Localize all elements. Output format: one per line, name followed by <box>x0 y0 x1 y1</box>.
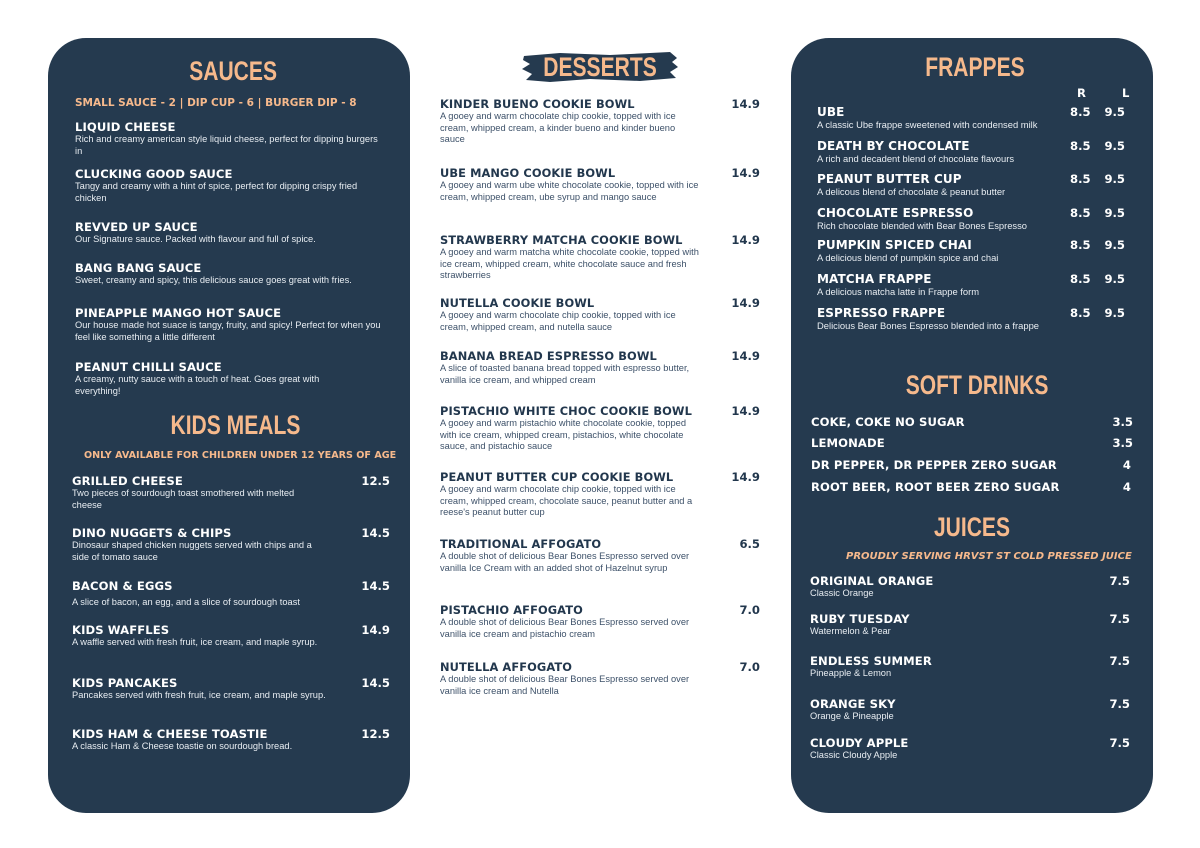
item-name: NUTELLA COOKIE BOWL <box>440 296 595 310</box>
item-desc: A double shot of delicious Bear Bones Espresso served over vanilla Ice Cream with an added shot of Hazelnut syrup <box>440 551 690 573</box>
item-name: KIDS PANCAKES <box>72 676 178 690</box>
item-price: 12.5 <box>361 474 390 488</box>
juice-item <box>810 612 1130 638</box>
item-price: 4 <box>1122 480 1131 494</box>
item-name: MATCHA FRAPPE <box>817 272 932 286</box>
price-regular: 8.5 <box>1070 238 1091 252</box>
item-name: GRILLED CHEESE <box>72 474 183 488</box>
item-name: DR PEPPER, DR PEPPER ZERO SUGAR <box>811 458 1057 472</box>
dessert-item <box>440 404 760 453</box>
item-desc: A slice of toasted banana bread topped with espresso butter, vanilla ice cream, and whipped cream <box>440 363 690 385</box>
item-price: 7.5 <box>1109 697 1130 711</box>
item-name: COKE, COKE NO SUGAR <box>811 415 965 429</box>
item-desc: A gooey and warm matcha white chocolate cookie, topped with ice cream, whipped cream, white chocolate sauce and fresh strawberries <box>440 247 699 280</box>
price-regular: 8.5 <box>1070 272 1091 286</box>
frappe-item <box>817 238 1135 264</box>
item-price: 6.5 <box>739 537 760 551</box>
soft-drink-item <box>811 458 1133 472</box>
item-desc: Two pieces of sourdough toast smothered with melted cheese <box>72 488 295 510</box>
item-price: 7.5 <box>1109 654 1130 668</box>
sauce-item <box>75 120 385 157</box>
frappe-item <box>817 172 1135 198</box>
juice-item <box>810 697 1130 723</box>
item-name: LEMONADE <box>811 436 885 450</box>
item-desc: Orange & Pineapple <box>810 711 894 721</box>
item-name: TRADITIONAL AFFOGATO <box>440 537 602 551</box>
item-name: ESPRESSO FRAPPE <box>817 306 946 320</box>
kids-item <box>72 623 390 649</box>
item-name: STRAWBERRY MATCHA COOKIE BOWL <box>440 233 683 247</box>
item-desc: Pineapple & Lemon <box>810 668 892 678</box>
item-price: 7.0 <box>739 660 760 674</box>
item-price: 7.5 <box>1109 612 1130 626</box>
right-menu-panel <box>791 38 1153 813</box>
sauce-item <box>75 167 385 204</box>
price-regular: 8.5 <box>1070 105 1091 119</box>
item-desc: Sweet, creamy and spicy, this delicious sauce goes great with fries. <box>75 275 352 285</box>
price-regular: 8.5 <box>1070 206 1091 220</box>
item-price: 14.5 <box>361 579 390 593</box>
price-regular: 8.5 <box>1070 139 1091 153</box>
soft-drink-item <box>811 436 1133 450</box>
price-regular: 8.5 <box>1070 306 1091 320</box>
dessert-item <box>440 660 760 697</box>
frappe-item <box>817 139 1135 165</box>
item-price: 14.9 <box>731 233 760 247</box>
item-name: BANG BANG SAUCE <box>75 261 202 275</box>
juice-item <box>810 574 1130 600</box>
item-desc: Dinosaur shaped chicken nuggets served with chips and a side of tomato sauce <box>72 540 312 562</box>
kids-item <box>72 579 390 609</box>
price-regular: 8.5 <box>1070 172 1091 186</box>
sauce-item <box>75 261 385 287</box>
kids-item <box>72 727 390 753</box>
item-price: 7.0 <box>739 603 760 617</box>
item-name: CLOUDY APPLE <box>810 736 909 750</box>
item-desc: Our Signature sauce. Packed with flavour and full of spice. <box>75 234 316 244</box>
item-desc: Tangy and creamy with a hint of spice, perfect for dipping crispy fried chicken <box>75 181 358 203</box>
item-desc: A gooey and warm chocolate chip cookie, topped with ice cream, whipped cream, chocolate sauce, peanut butter and a reese's peanut butter cup <box>440 484 693 517</box>
item-desc: A classic Ham & Cheese toastie on sourdough bread. <box>72 741 293 751</box>
item-price: 14.5 <box>361 526 390 540</box>
item-name: NUTELLA AFFOGATO <box>440 660 573 674</box>
item-desc: A creamy, nutty sauce with a touch of heat. Goes great with everything! <box>75 374 320 396</box>
item-desc: A waffle served with fresh fruit, ice cream, and maple syrup. <box>72 637 318 647</box>
item-name: DINO NUGGETS & CHIPS <box>72 526 232 540</box>
item-name: ORANGE SKY <box>810 697 896 711</box>
item-desc: A delicious blend of pumpkin spice and chai <box>817 252 999 263</box>
dessert-item <box>440 537 760 574</box>
item-name: UBE <box>817 105 845 119</box>
dessert-item <box>440 233 760 282</box>
item-name: PEANUT BUTTER CUP COOKIE BOWL <box>440 470 674 484</box>
soft-drinks-title: SOFT DRINKS <box>905 370 1049 400</box>
dessert-item <box>440 349 760 386</box>
dessert-item <box>440 166 760 203</box>
item-name: KINDER BUENO COOKIE BOWL <box>440 97 635 111</box>
kids-item <box>72 474 390 511</box>
size-large-header: L <box>1122 86 1130 100</box>
item-name: PINEAPPLE MANGO HOT SAUCE <box>75 306 282 320</box>
item-name: CHOCOLATE ESPRESSO <box>817 206 974 220</box>
item-price: 14.9 <box>731 296 760 310</box>
item-price: 14.9 <box>731 404 760 418</box>
frappe-item <box>817 105 1135 131</box>
dessert-item <box>440 603 760 640</box>
item-desc: A gooey and warm chocolate chip cookie, topped with ice cream, whipped cream, and nutella sauce <box>440 310 676 332</box>
dessert-item <box>440 296 760 333</box>
item-desc: A delicious matcha latte in Frappe form <box>817 286 980 297</box>
item-price: 3.5 <box>1112 436 1133 450</box>
sauces-title: SAUCES <box>189 56 277 86</box>
frappe-item <box>817 272 1135 298</box>
item-desc: A rich and decadent blend of chocolate flavours <box>817 153 1015 164</box>
frappe-item <box>817 206 1135 232</box>
price-large: 9.5 <box>1104 272 1125 286</box>
item-desc: A classic Ube frappe sweetened with condensed milk <box>817 119 1038 130</box>
item-name: PISTACHIO AFFOGATO <box>440 603 583 617</box>
item-desc: Classic Orange <box>810 588 874 598</box>
item-name: PEANUT BUTTER CUP <box>817 172 962 186</box>
item-price: 14.9 <box>731 166 760 180</box>
item-desc: A double shot of delicious Bear Bones Espresso served over vanilla ice cream and Nutella <box>440 674 690 696</box>
item-price: 14.9 <box>731 470 760 484</box>
left-menu-panel <box>48 38 410 813</box>
item-desc: Watermelon & Pear <box>810 626 891 636</box>
juice-item <box>810 736 1130 762</box>
item-name: BANANA BREAD ESPRESSO BOWL <box>440 349 657 363</box>
item-name: PISTACHIO WHITE CHOC COOKIE BOWL <box>440 404 692 418</box>
item-desc: A slice of bacon, an egg, and a slice of sourdough toast <box>72 597 300 607</box>
soft-drink-item <box>811 415 1133 429</box>
dessert-item <box>440 97 760 146</box>
item-price: 7.5 <box>1109 736 1130 750</box>
sauce-item <box>75 306 385 343</box>
item-desc: Rich and creamy american style liquid cheese, perfect for dipping burgers in <box>75 134 378 156</box>
item-name: PEANUT CHILLI SAUCE <box>75 360 222 374</box>
item-name: DEATH BY CHOCOLATE <box>817 139 970 153</box>
desserts-title: DESSERTS <box>543 52 657 82</box>
item-desc: A double shot of delicious Bear Bones Espresso served over vanilla ice cream and pistachio cream <box>440 617 690 639</box>
item-desc: Delicious Bear Bones Espresso blended into a frappe <box>817 320 1040 331</box>
kids-item <box>72 676 390 702</box>
item-name: KIDS WAFFLES <box>72 623 170 637</box>
item-price: 7.5 <box>1109 574 1130 588</box>
juice-supplier-note: PROUDLY SERVING HRVST ST COLD PRESSED JUICE <box>846 551 1132 562</box>
item-desc: Our house made hot suace is tangy, fruity, and spicy! Perfect for when you feel like something a little different <box>75 320 381 342</box>
item-price: 14.9 <box>731 349 760 363</box>
item-desc: Rich chocolate blended with Bear Bones Espresso <box>817 220 1028 231</box>
item-name: RUBY TUESDAY <box>810 612 910 626</box>
item-name: BACON & EGGS <box>72 579 173 593</box>
item-name: REVVED UP SAUCE <box>75 220 198 234</box>
item-desc: A gooey and warm ube white chocolate cookie, topped with ice cream, whipped cream, ube syrup and mango sauce <box>440 180 699 202</box>
sauce-item <box>75 360 365 397</box>
item-price: 4 <box>1122 458 1131 472</box>
sauce-sizes: SMALL SAUCE - 2 | DIP CUP - 6 | BURGER DIP - 8 <box>75 97 357 109</box>
item-name: KIDS HAM & CHEESE TOASTIE <box>72 727 268 741</box>
item-desc: Pancakes served with fresh fruit, ice cream, and maple syrup. <box>72 690 326 700</box>
frappe-item <box>817 306 1135 332</box>
price-large: 9.5 <box>1104 306 1125 320</box>
price-large: 9.5 <box>1104 238 1125 252</box>
price-large: 9.5 <box>1104 172 1125 186</box>
juices-title: JUICES <box>933 512 1011 542</box>
item-name: LIQUID CHEESE <box>75 120 176 134</box>
item-desc: A gooey and warm chocolate chip cookie, topped with ice cream, whipped cream, a kinder bueno and kinder bueno sauce <box>440 111 676 144</box>
price-large: 9.5 <box>1104 105 1125 119</box>
price-large: 9.5 <box>1104 139 1125 153</box>
item-name: CLUCKING GOOD SAUCE <box>75 167 233 181</box>
dessert-item <box>440 470 760 519</box>
item-name: UBE MANGO COOKIE BOWL <box>440 166 616 180</box>
item-name: ENDLESS SUMMER <box>810 654 932 668</box>
price-large: 9.5 <box>1104 206 1125 220</box>
item-desc: A gooey and warm pistachio white chocolate cookie, topped with ice cream, whipped cream, pistachios, white chocolate sauce, and pistachio sauce <box>440 418 687 451</box>
size-regular-header: R <box>1077 86 1086 100</box>
frappes-title: FRAPPES <box>925 52 1025 82</box>
juice-item <box>810 654 1130 680</box>
kids-item <box>72 526 390 563</box>
item-name: ROOT BEER, ROOT BEER ZERO SUGAR <box>811 480 1060 494</box>
item-price: 12.5 <box>361 727 390 741</box>
kids-meals-title: KIDS MEALS <box>170 410 301 440</box>
item-name: PUMPKIN SPICED CHAI <box>817 238 972 252</box>
kids-age-note: ONLY AVAILABLE FOR CHILDREN UNDER 12 YEARS OF AGE <box>84 450 397 461</box>
item-price: 14.9 <box>731 97 760 111</box>
item-price: 14.9 <box>361 623 390 637</box>
soft-drink-item <box>811 480 1133 494</box>
item-price: 3.5 <box>1112 415 1133 429</box>
sauce-item <box>75 220 385 246</box>
item-desc: Classic Cloudy Apple <box>810 750 898 760</box>
item-price: 14.5 <box>361 676 390 690</box>
item-name: ORIGINAL ORANGE <box>810 574 934 588</box>
item-desc: A delicous blend of chocolate & peanut butter <box>817 186 1006 197</box>
